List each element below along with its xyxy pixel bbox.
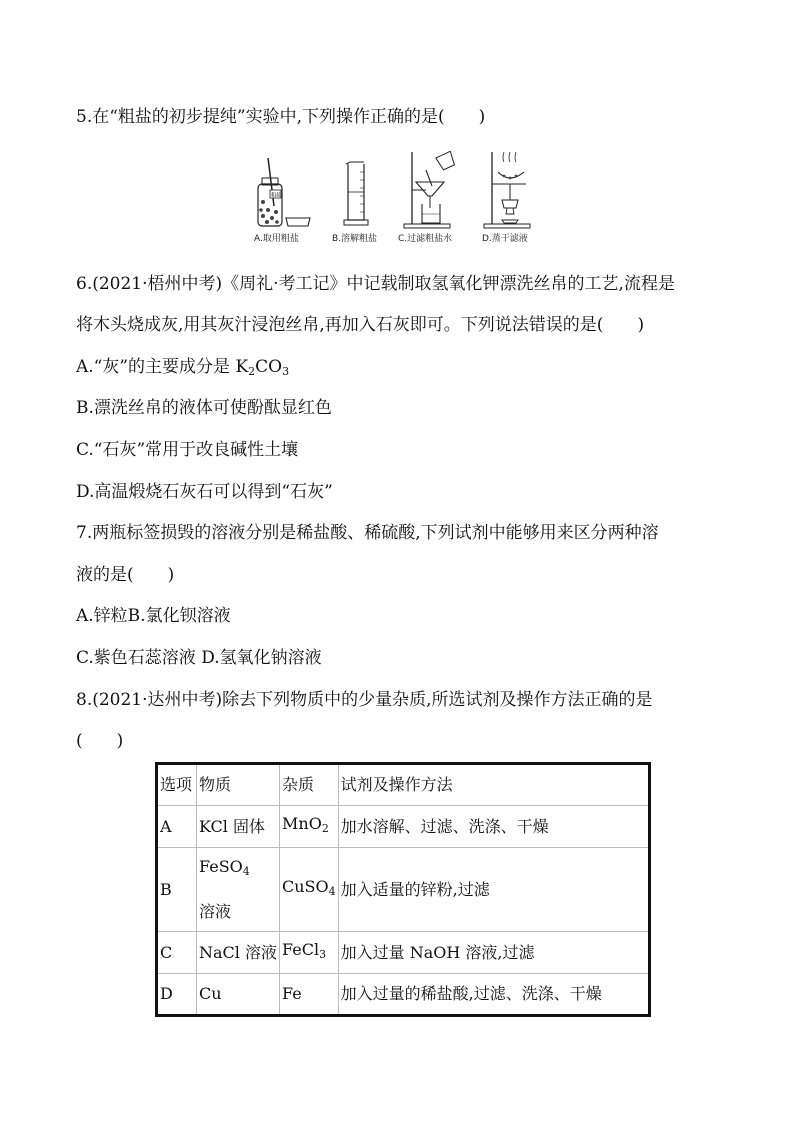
jar-label: 粗盐	[271, 192, 282, 199]
row-substance: Cu	[197, 974, 280, 1016]
row-option: C	[157, 932, 197, 974]
q6-option-a-mid: CO	[255, 357, 283, 377]
figure-b-caption: B.溶解粗盐	[332, 234, 378, 244]
substance-suffix: 溶液	[199, 902, 232, 921]
q6-option-a-prefix: A.“灰”的主要成分是 K	[76, 357, 249, 377]
q8-stem-line2: ( )	[76, 731, 124, 751]
header-substance: 物质	[197, 764, 280, 806]
row-substance: KCl 固体	[197, 806, 280, 848]
figure-b-dissolve	[332, 150, 378, 244]
q6-option-a	[76, 356, 289, 383]
figure-c-caption: C.过滤粗盐水	[398, 234, 453, 244]
q6-option-b: B.漂洗丝帛的液体可使酚酞显红色	[76, 398, 332, 418]
q6-option-a-sub1: 2	[248, 365, 256, 378]
q6-option-c: C.“石灰”常用于改良碱性土壤	[76, 440, 299, 460]
q5-stem: 5.在“粗盐的初步提纯”实验中,下列操作正确的是( )	[76, 107, 486, 127]
figure-a-caption: A.取用粗盐	[254, 234, 299, 244]
figure-c-filter	[398, 150, 460, 244]
impurity-subscript: 2	[321, 822, 329, 835]
row-option: D	[157, 974, 197, 1016]
q7-stem-line2: 液的是( )	[76, 565, 175, 585]
impurity-formula: FeCl	[282, 940, 320, 959]
row-impurity	[280, 848, 339, 932]
row-impurity	[280, 932, 339, 974]
figure-d-evaporate	[480, 150, 540, 244]
row-method: 加入过量的稀盐酸,过滤、洗涤、干燥	[338, 974, 649, 1016]
q7-options-cd: C.紫色石蕊溶液 D.氢氧化钠溶液	[76, 648, 322, 668]
substance-subscript: 4	[242, 865, 250, 878]
row-method: 加入过量 NaOH 溶液,过滤	[338, 932, 649, 974]
row-method: 加入适量的锌粉,过滤	[338, 848, 649, 932]
impurity-subscript: 3	[319, 948, 327, 961]
header-option: 选项	[157, 764, 197, 806]
impurity-formula: MnO	[282, 814, 322, 833]
row-substance	[197, 848, 280, 932]
impurity-formula: CuSO	[282, 877, 329, 896]
table-row	[157, 974, 650, 1016]
q6-option-d: D.高温煅烧石灰石可以得到“石灰”	[76, 482, 333, 502]
q7-stem-line1: 7.两瓶标签损毁的溶液分别是稀盐酸、稀硫酸,下列试剂中能够用来区分两种溶	[76, 523, 659, 543]
q5-figures	[248, 150, 548, 248]
row-option: B	[157, 848, 197, 932]
header-method: 试剂及操作方法	[338, 764, 649, 806]
table-row	[157, 848, 650, 932]
q8-options-table	[155, 762, 651, 1017]
header-impurity: 杂质	[280, 764, 339, 806]
graduated-cylinder-illustration	[336, 150, 376, 228]
row-impurity: Fe	[280, 974, 339, 1016]
impurity-subscript: 4	[328, 885, 336, 898]
q6-option-a-sub2: 3	[282, 365, 290, 378]
table-header-row	[157, 764, 650, 806]
figure-a-take-salt	[248, 150, 318, 244]
row-option: A	[157, 806, 197, 848]
evaporation-setup-illustration	[480, 150, 540, 230]
jar-and-dish-illustration	[248, 150, 318, 228]
table-row	[157, 932, 650, 974]
filtration-setup-illustration	[400, 150, 460, 230]
row-impurity	[280, 806, 339, 848]
table-row	[157, 806, 650, 848]
substance-formula: FeSO	[199, 857, 243, 876]
row-method: 加水溶解、过滤、洗涤、干燥	[338, 806, 649, 848]
row-substance: NaCl 溶液	[197, 932, 280, 974]
q6-stem-line2: 将木头烧成灰,用其灰汁浸泡丝帛,再加入石灰即可。下列说法错误的是( )	[76, 315, 645, 335]
q8-stem-line1: 8.(2021·达州中考)除去下列物质中的少量杂质,所选试剂及操作方法正确的是	[76, 690, 653, 710]
q6-stem-line1: 6.(2021·梧州中考)《周礼·考工记》中记载制取氢氧化钾漂洗丝帛的工艺,流程是	[76, 274, 675, 294]
q7-options-ab: A.锌粒B.氯化钡溶液	[76, 606, 231, 626]
figure-d-caption: D.蒸干滤液	[482, 234, 528, 244]
